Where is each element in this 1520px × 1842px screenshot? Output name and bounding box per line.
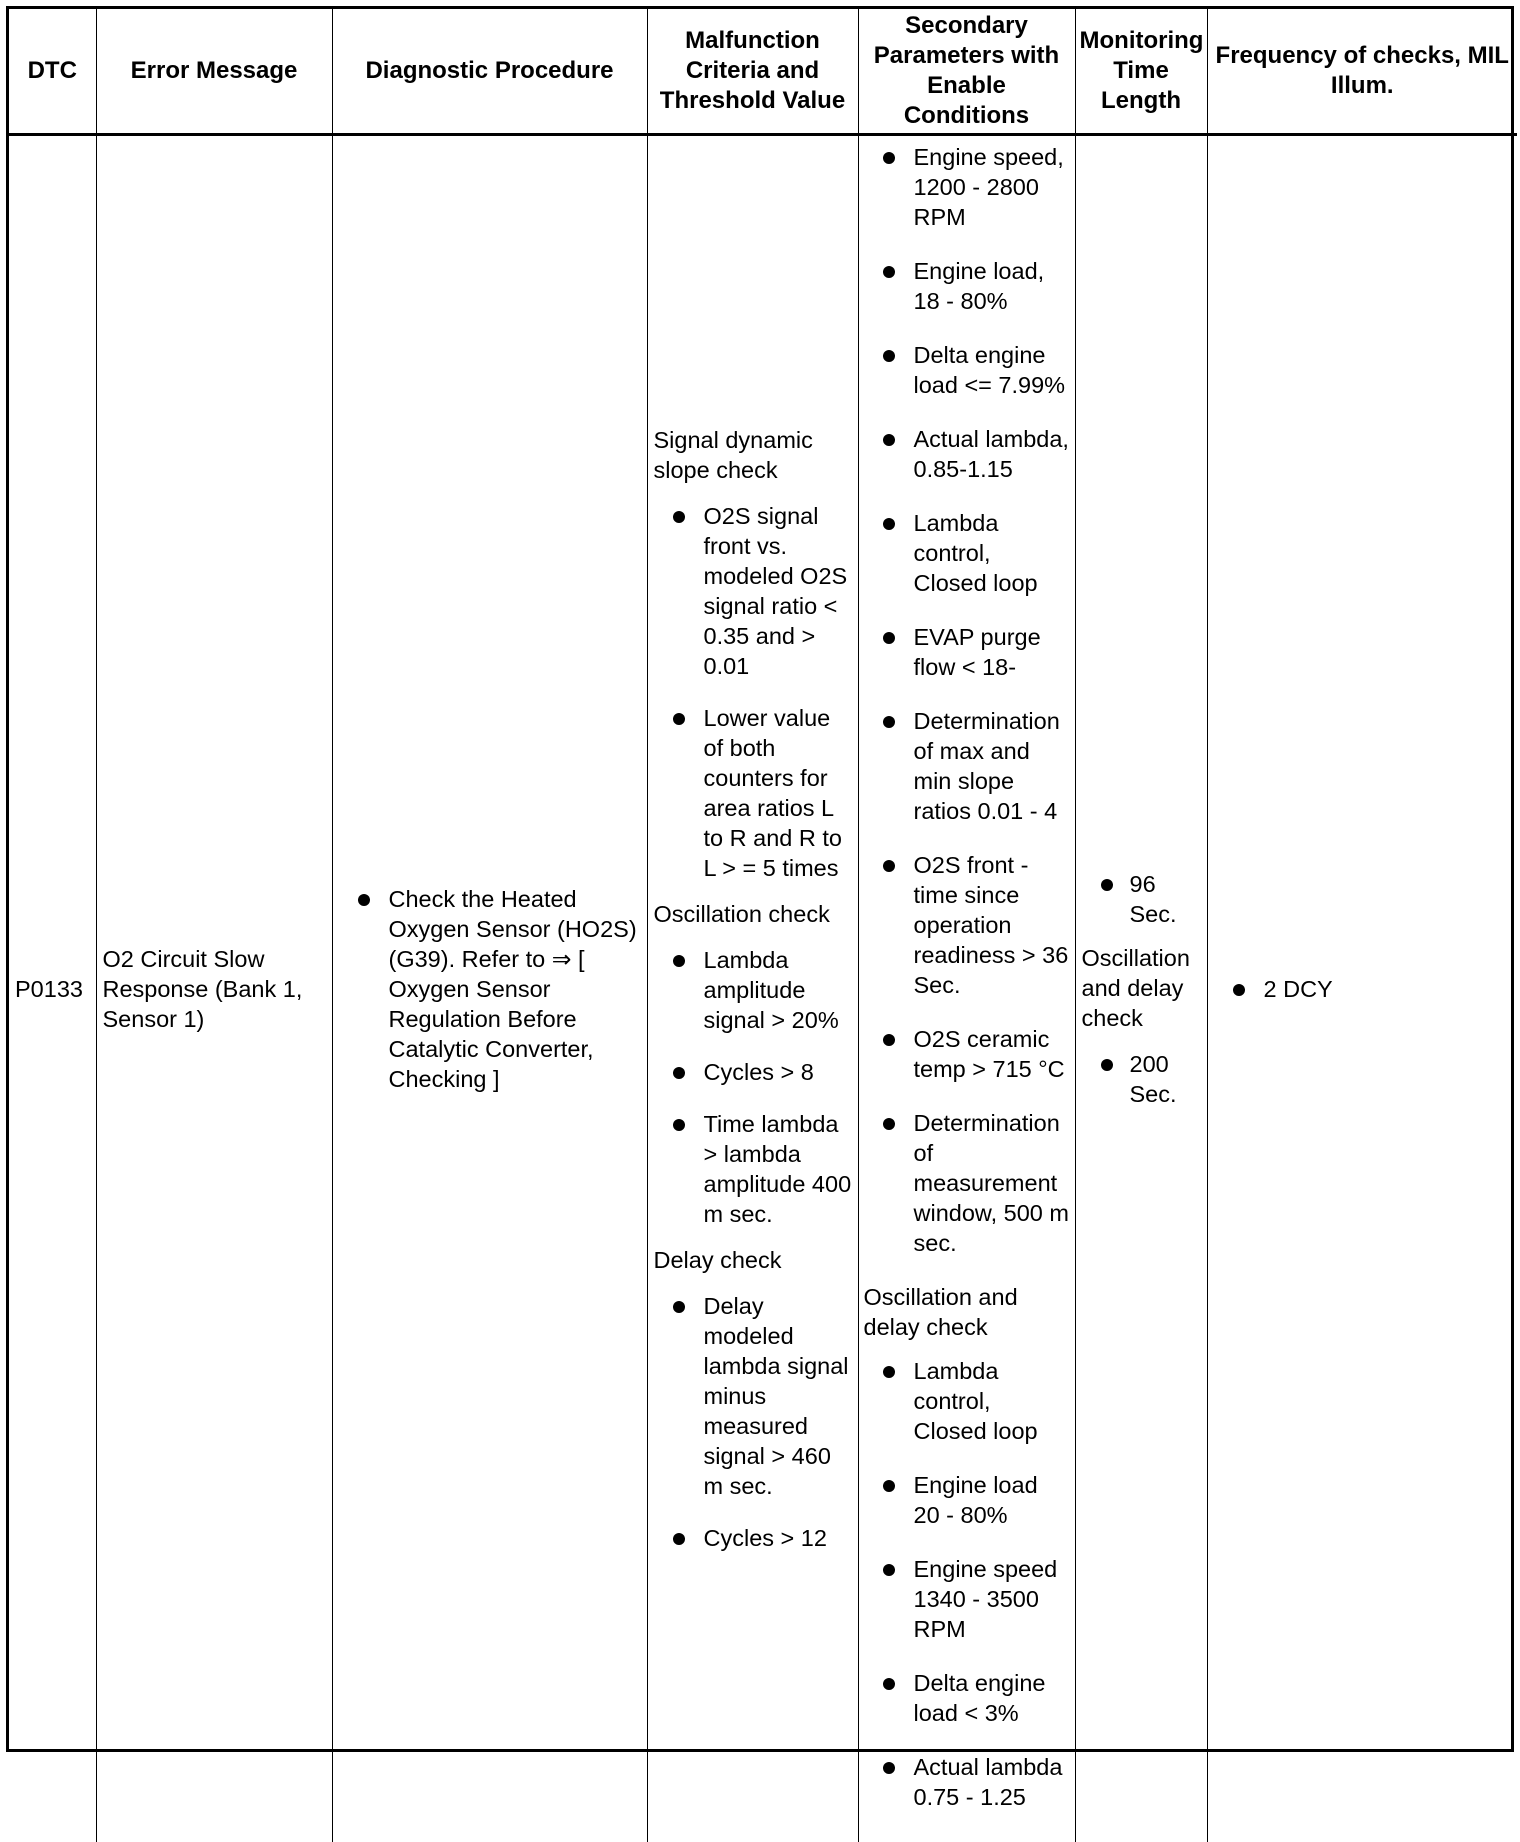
dtc-table-grid [9, 9, 1517, 1842]
table-row [9, 135, 1517, 1842]
parameter-item: Delta engine load <= 7.99% [864, 340, 1070, 400]
parameter-item: Actual lambda 0.75 - 1.25 [864, 1752, 1070, 1812]
criteria-item: O2S signal front vs. modeled O2S signal ratio < 0.35 and > 0.01 [654, 501, 852, 681]
parameter-item: O2S front - time since operation readiness > 36 Sec. [864, 850, 1070, 1000]
diagnostic-procedure-item: Check the Heated Oxygen Sensor (HO2S) (G39). Refer to ⇒ [ Oxygen Sensor Regulation Before Catalytic Converter, Checking ] [339, 884, 641, 1094]
dtc-table [6, 6, 1514, 1752]
header-monitoring-time: Monitoring Time Length [1075, 9, 1207, 135]
header-secondary-parameters: Secondary Parameters with Enable Conditions [858, 9, 1075, 135]
header-frequency: Frequency of checks, MIL Illum. [1207, 9, 1517, 135]
frequency-item: 2 DCY [1214, 974, 1512, 1004]
parameter-item: Engine load 20 - 80% [864, 1470, 1070, 1530]
parameter-item: O2S ceramic temp > 715 °C [864, 1024, 1070, 1084]
dtc-code: P0133 [9, 970, 96, 1008]
group-title-oscillation: Oscillation check [654, 899, 852, 929]
frequency-cell [1207, 135, 1517, 1842]
group-title-slope: Signal dynamic slope check [654, 425, 852, 485]
parameter-item: Delta engine load < 3% [864, 1668, 1070, 1728]
header-dtc: DTC [9, 9, 96, 135]
malfunction-criteria-cell [647, 135, 858, 1842]
parameter-item: Engine load, 18 - 80% [864, 256, 1070, 316]
parameter-item: Engine speed, 1200 - 2800 RPM [864, 142, 1070, 232]
secondary-parameters-cell [858, 135, 1075, 1842]
group-title-oscillation-delay: Oscillation and delay check [864, 1282, 1070, 1342]
criteria-item: Lower value of both counters for area ratios L to R and R to L > = 5 times [654, 703, 852, 883]
monitoring-item: 200 Sec. [1082, 1049, 1201, 1109]
header-error-message: Error Message [96, 9, 332, 135]
parameter-item: Lambda control, Closed loop [864, 1356, 1070, 1446]
criteria-item: Delay modeled lambda signal minus measured signal > 460 m sec. [654, 1291, 852, 1501]
parameter-item: Engine speed 1340 - 3500 RPM [864, 1554, 1070, 1644]
parameter-item: Actual lambda, 0.85-1.15 [864, 424, 1070, 484]
criteria-item: Lambda amplitude signal > 20% [654, 945, 852, 1035]
header-diagnostic-procedure: Diagnostic Procedure [332, 9, 647, 135]
parameter-item: EVAP purge flow < 18- [864, 622, 1070, 682]
diagnostic-procedure-cell [332, 135, 647, 1842]
criteria-item: Cycles > 8 [654, 1057, 852, 1087]
header-row [9, 9, 1517, 135]
parameter-item: Determination of measurement window, 500 m sec. [864, 1108, 1070, 1258]
monitoring-time-cell [1075, 135, 1207, 1842]
dtc-cell [9, 135, 96, 1842]
parameter-item: Determination of max and min slope ratios 0.01 - 4 [864, 706, 1070, 826]
parameter-item: Lambda control, Closed loop [864, 508, 1070, 598]
monitoring-item: 96 Sec. [1082, 869, 1201, 929]
error-message-cell [96, 135, 332, 1842]
header-malfunction-criteria: Malfunction Criteria and Threshold Value [647, 9, 858, 135]
error-message: O2 Circuit Slow Response (Bank 1, Sensor 1) [97, 940, 332, 1038]
monitoring-group-title: Oscillation and delay check [1082, 943, 1201, 1033]
criteria-item: Cycles > 12 [654, 1523, 852, 1553]
group-title-delay: Delay check [654, 1245, 852, 1275]
criteria-item: Time lambda > lambda amplitude 400 m sec. [654, 1109, 852, 1229]
